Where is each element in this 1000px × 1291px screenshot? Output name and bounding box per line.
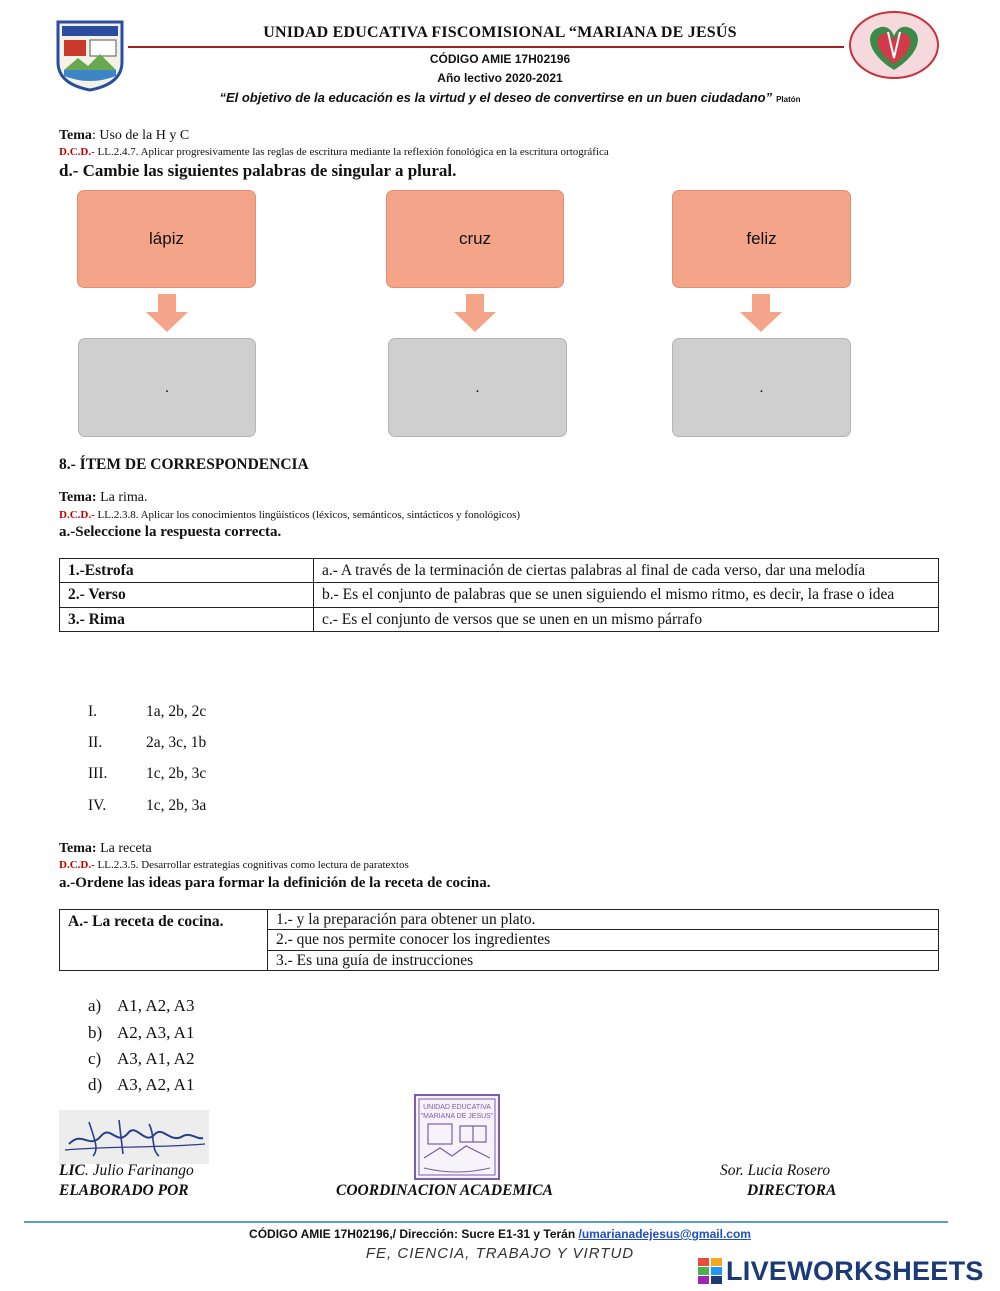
director-name: Sor. Lucia Rosero	[720, 1162, 831, 1179]
term-cell: A.- La receta de cocina.	[60, 910, 268, 971]
academic-stamp	[414, 1094, 500, 1180]
option-value: 1c, 2b, 3a	[146, 797, 207, 814]
down-arrow-icon	[146, 294, 188, 332]
table-row	[60, 559, 939, 583]
tema-value: La receta	[96, 841, 152, 856]
option-value: A3, A1, A2	[117, 1049, 195, 1068]
down-arrow-icon	[454, 294, 496, 332]
idea-cell: 1.- y la preparación para obtener un plato.	[268, 910, 939, 930]
word-text: cruz	[458, 229, 492, 248]
option-value: A2, A3, A1	[117, 1023, 195, 1042]
down-arrow-icon	[740, 294, 782, 332]
section-8-title: 8.- ÍTEM DE CORRESPONDENCIA	[59, 456, 309, 473]
stamp-line-1: UNIDAD EDUCATIVA	[423, 1104, 491, 1111]
school-crest-logo	[54, 18, 126, 92]
stamp-line-2: "MARIANA DE JESUS"	[420, 1113, 494, 1120]
dcd-text: LL.2.4.7. Aplicar progresivamente las reglas de escritura mediante la reflexión fonológica en la escritura ortográfica	[94, 146, 609, 158]
term-cell: 3.- Rima	[60, 607, 314, 631]
dcd-text: LL.2.3.8. Aplicar los conocimientos lingüísticos (léxicos, semánticos, sintácticos y fonológicos)	[94, 509, 521, 521]
term-cell: 1.-Estrofa	[60, 559, 314, 583]
dcd-label: D.C.D.-	[59, 859, 95, 871]
email-link[interactable]: /umarianadejesus@gmail.com	[578, 1227, 751, 1241]
rima-instruction: a.-Seleccione la respuesta correcta.	[59, 524, 282, 540]
signature-image	[59, 1110, 209, 1164]
answer-box-feliz[interactable]	[672, 338, 851, 437]
receta-table	[59, 909, 939, 971]
dcd-text: LL.2.3.5. Desarrollar estrategias cognitivas como lectura de paratextos	[94, 859, 409, 871]
liveworksheets-logo[interactable]	[698, 1256, 994, 1286]
option-value: 2a, 3c, 1b	[146, 734, 207, 751]
author-name	[59, 1162, 194, 1180]
answer-box-lapiz[interactable]	[78, 338, 256, 437]
tema-value: : Uso de la H y C	[91, 128, 190, 143]
amie-code: CÓDIGO AMIE 17H02196	[429, 52, 571, 66]
answer-text: .	[759, 378, 764, 396]
option-letter: c)	[88, 1049, 102, 1068]
answer-box-cruz[interactable]	[388, 338, 567, 437]
table-row	[60, 583, 939, 607]
dcd-rima	[59, 509, 520, 521]
tema-label: Tema:	[59, 841, 97, 856]
tema-label: Tema	[59, 128, 92, 143]
word-text: lápiz	[149, 229, 184, 248]
option-number: II.	[88, 734, 103, 751]
option-value: 1c, 2b, 3c	[146, 765, 207, 782]
definition-cell: b.- Es el conjunto de palabras que se unen siguiendo el mismo ritmo, es decir, la frase o idea	[314, 583, 939, 607]
tema-value: La rima.	[96, 490, 148, 505]
dcd-hyc	[59, 146, 609, 158]
plural-instruction: d.- Cambie las siguientes palabras de singular a plural.	[59, 161, 457, 180]
table-row	[60, 607, 939, 631]
word-box-feliz	[672, 190, 851, 288]
tema-label: Tema:	[59, 490, 97, 505]
answer-text: .	[475, 378, 480, 396]
tema-hyc	[59, 128, 189, 144]
option-letter: d)	[88, 1075, 103, 1094]
heart-logo	[848, 10, 940, 80]
dcd-receta	[59, 859, 409, 871]
coordinator-role: COORDINACION ACADEMICA	[336, 1182, 553, 1199]
option-number: III.	[88, 765, 108, 782]
liveworksheets-text: LIVEWORKSHEETS	[726, 1255, 984, 1286]
tema-rima	[59, 490, 148, 506]
dcd-label: D.C.D.-	[59, 146, 95, 158]
motto-quote	[160, 90, 860, 105]
option-letter: a)	[88, 996, 102, 1015]
option-number: IV.	[88, 797, 107, 814]
director-role: DIRECTORA	[747, 1182, 837, 1199]
author-prefix: LIC	[59, 1162, 85, 1179]
receta-instruction: a.-Ordene las ideas para formar la definición de la receta de cocina.	[59, 875, 491, 891]
school-name: UNIDAD EDUCATIVA FISCOMISIONAL “MARIANA DE JESÚS	[263, 24, 737, 41]
header-divider	[128, 46, 844, 48]
liveworksheets-icon	[698, 1258, 722, 1284]
footer-divider	[24, 1221, 948, 1223]
idea-cell: 3.- Es una guía de instrucciones	[268, 950, 939, 970]
definition-cell: a.- A través de la terminación de ciertas palabras al final de cada verso, dar una melodía	[314, 559, 939, 583]
option-letter: b)	[88, 1023, 103, 1042]
definition-cell: c.- Es el conjunto de versos que se unen en un mismo párrafo	[314, 607, 939, 631]
term-cell: 2.- Verso	[60, 583, 314, 607]
quote-author: Platón	[776, 95, 801, 104]
word-box-cruz	[386, 190, 564, 288]
answer-text: .	[164, 378, 170, 396]
address-text: CÓDIGO AMIE 17H02196,/ Dirección: Sucre E1-31 y Terán	[249, 1227, 579, 1241]
author-name-text: . Julio Farinango	[84, 1162, 194, 1179]
author-role: ELABORADO POR	[59, 1182, 189, 1199]
dcd-label: D.C.D.-	[59, 509, 95, 521]
idea-cell: 2.- que nos permite conocer los ingredientes	[268, 930, 939, 950]
footer-motto: FE, CIENCIA, TRABAJO Y VIRTUD	[365, 1245, 635, 1262]
quote-text: “El objetivo de la educación es la virtud y el deseo de convertirse en un buen ciudadano”	[219, 90, 773, 105]
footer-address	[150, 1227, 850, 1241]
school-year: Año lectivo 2020-2021	[437, 71, 563, 85]
table-row	[60, 910, 939, 930]
option-value: 1a, 2b, 2c	[146, 703, 207, 720]
option-value: A3, A2, A1	[117, 1075, 195, 1094]
tema-receta	[59, 841, 152, 857]
word-box-lapiz	[77, 190, 256, 288]
option-value: A1, A2, A3	[117, 996, 195, 1015]
option-number: I.	[88, 703, 98, 720]
word-text: feliz	[746, 229, 777, 248]
rima-table	[59, 558, 939, 632]
